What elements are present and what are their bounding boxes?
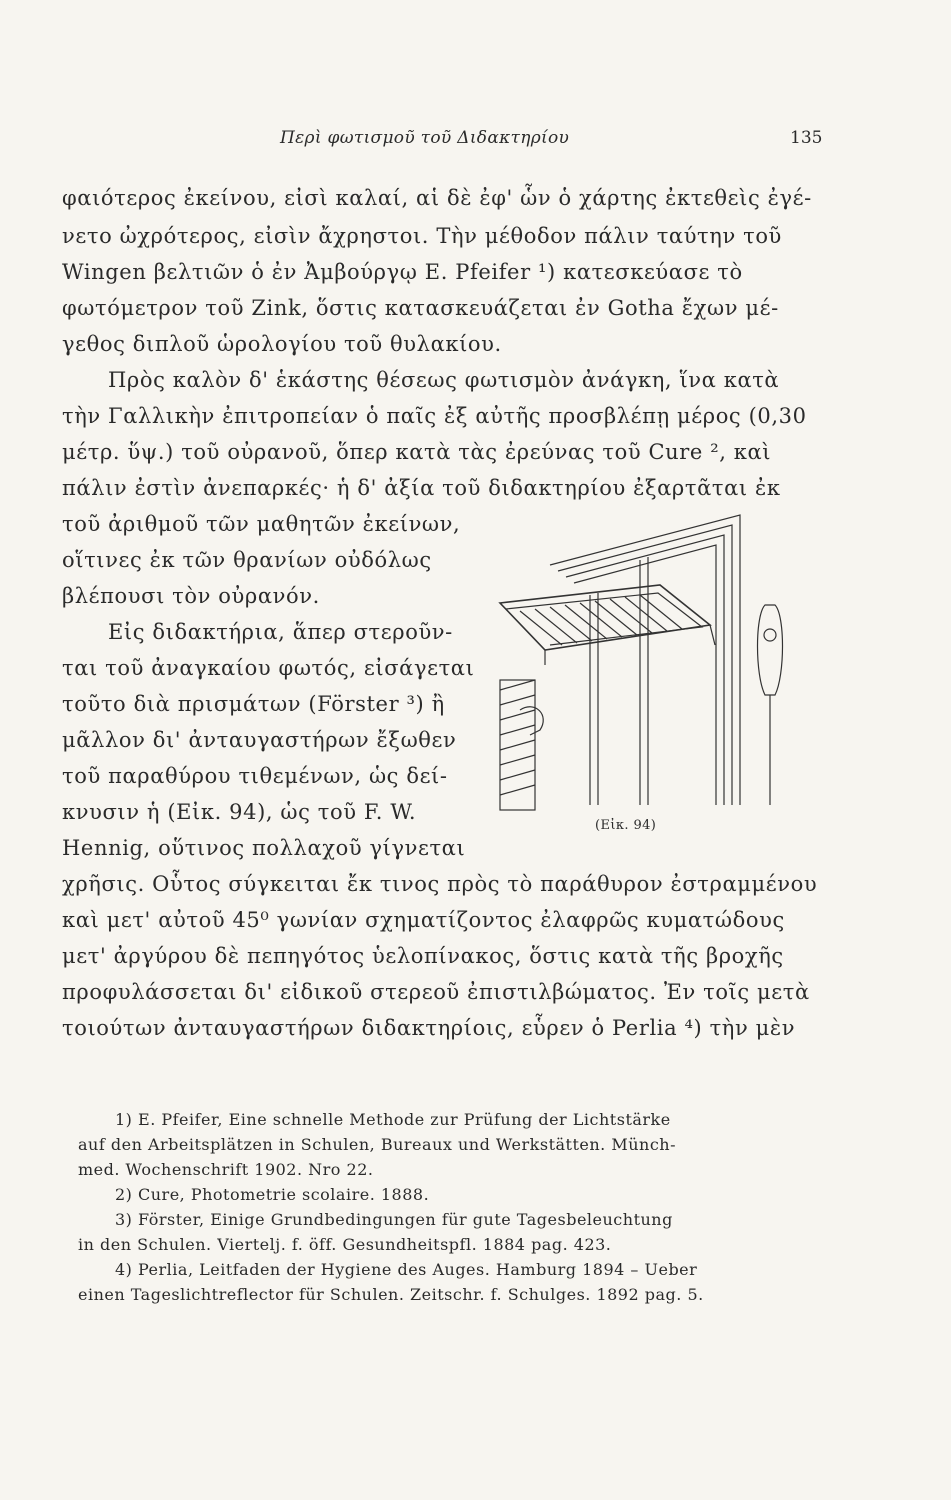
footnote-line: 1) E. Pfeifer, Eine schnelle Methode zur Prüfung der Lichtstärke [115, 1110, 671, 1129]
body-line: μᾶλλον δι' ἀνταυγαστήρων ἔξωθεν [62, 728, 457, 752]
body-line: προφυλάσσεται δι' εἰδικοῦ στερεοῦ ἐπιστιλβώματος. Ἐν τοῖς μετὰ [62, 980, 810, 1004]
body-line: μέτρ. ὕψ.) τοῦ οὐρανοῦ, ὅπερ κατὰ τὰς ἐρεύνας τοῦ Cure ², καὶ [62, 440, 772, 464]
footnote-line: 4) Perlia, Leitfaden der Hygiene des Auges. Hamburg 1894 – Ueber [115, 1260, 698, 1279]
figure-94 [490, 505, 810, 835]
body-line: γεθος διπλοῦ ὡρολογίου τοῦ θυλακίου. [62, 332, 502, 356]
body-line: Wingen βελτιῶν ὁ ἐν Ἀμβούργῳ E. Pfeifer ¹) κατεσκεύασε τὸ [62, 260, 743, 284]
body-line: μετ' ἀργύρου δὲ πεπηγότος ὑελοπίνακος, ὅστις κατὰ τῆς βροχῆς [62, 944, 784, 968]
figure-caption: (Εἰκ. 94) [595, 818, 657, 833]
window-reflector-illustration-icon [490, 505, 810, 835]
footnote-line: 3) Förster, Einige Grundbedingungen für gute Tagesbeleuchtung [115, 1210, 673, 1229]
body-line: χρῆσις. Οὗτος σύγκειται ἔκ τινος πρὸς τὸ παράθυρον ἐστραμμένου [62, 872, 818, 896]
body-line: φαιότερος ἐκείνου, εἰσὶ καλαί, αἱ δὲ ἐφ' ὧν ὁ χάρτης ἐκτεθεὶς ἐγέ- [62, 186, 812, 210]
body-line: καὶ μετ' αὐτοῦ 45⁰ γωνίαν σχηματίζοντος ἐλαφρῶς κυματώδους [62, 908, 785, 932]
body-line: βλέπουσι τὸν οὐρανόν. [62, 584, 320, 608]
body-line: τὴν Γαλλικὴν ἐπιτροπείαν ὁ παῖς ἐξ αὐτῆς προσβλέπῃ μέρος (0,30 [62, 404, 807, 428]
page-header [0, 128, 951, 158]
running-title: Περὶ φωτισμοῦ τοῦ Διδακτηρίου [280, 128, 570, 148]
body-line: τοιούτων ἀνταυγαστήρων διδακτηρίοις, εὗρεν ὁ Perlia ⁴) τὴν μὲν [62, 1016, 796, 1040]
body-line: νετο ὠχρότερος, εἰσὶν ἄχρηστοι. Τὴν μέθοδον πάλιν ταύτην τοῦ [62, 224, 782, 248]
footnote-line: einen Tageslichtreflector für Schulen. Zeitschr. f. Schulges. 1892 pag. 5. [78, 1285, 704, 1304]
body-line: Εἰς διδακτήρια, ἅπερ στεροῦν- [108, 620, 453, 644]
page-number: 135 [790, 128, 823, 148]
body-line: Πρὸς καλὸν δ' ἑκάστης θέσεως φωτισμὸν ἀνάγκη, ἵνα κατὰ [108, 368, 780, 392]
body-line: οἵτινες ἐκ τῶν θρανίων οὐδόλως [62, 548, 432, 572]
body-line: κνυσιν ἡ (Εἰκ. 94), ὡς τοῦ F. W. [62, 800, 417, 824]
body-line: τοῦ ἀριθμοῦ τῶν μαθητῶν ἐκείνων, [62, 512, 461, 536]
body-line: Hennig, οὕτινος πολλαχοῦ γίγνεται [62, 836, 466, 860]
footnote-line: 2) Cure, Photometrie scolaire. 1888. [115, 1185, 430, 1204]
body-line: τοῦτο διὰ πρισμάτων (Förster ³) ἢ [62, 692, 445, 716]
body-line: ται τοῦ ἀναγκαίου φωτός, εἰσάγεται [62, 656, 475, 680]
body-line: τοῦ παραθύρου τιθεμένων, ὡς δεί- [62, 764, 448, 788]
footnote-line: auf den Arbeitsplätzen in Schulen, Bureaux und Werkstätten. Münch- [78, 1135, 677, 1154]
footnote-line: med. Wochenschrift 1902. Nro 22. [78, 1160, 374, 1179]
body-line: φωτόμετρον τοῦ Zink, ὅστις κατασκευάζεται ἐν Gotha ἔχων μέ- [62, 296, 779, 320]
body-line: πάλιν ἐστὶν ἀνεπαρκές· ἡ δ' ἀξία τοῦ διδακτηρίου ἐξαρτᾶται ἐκ [62, 476, 781, 500]
footnote-line: in den Schulen. Viertelj. f. öff. Gesundheitspfl. 1884 pag. 423. [78, 1235, 612, 1254]
